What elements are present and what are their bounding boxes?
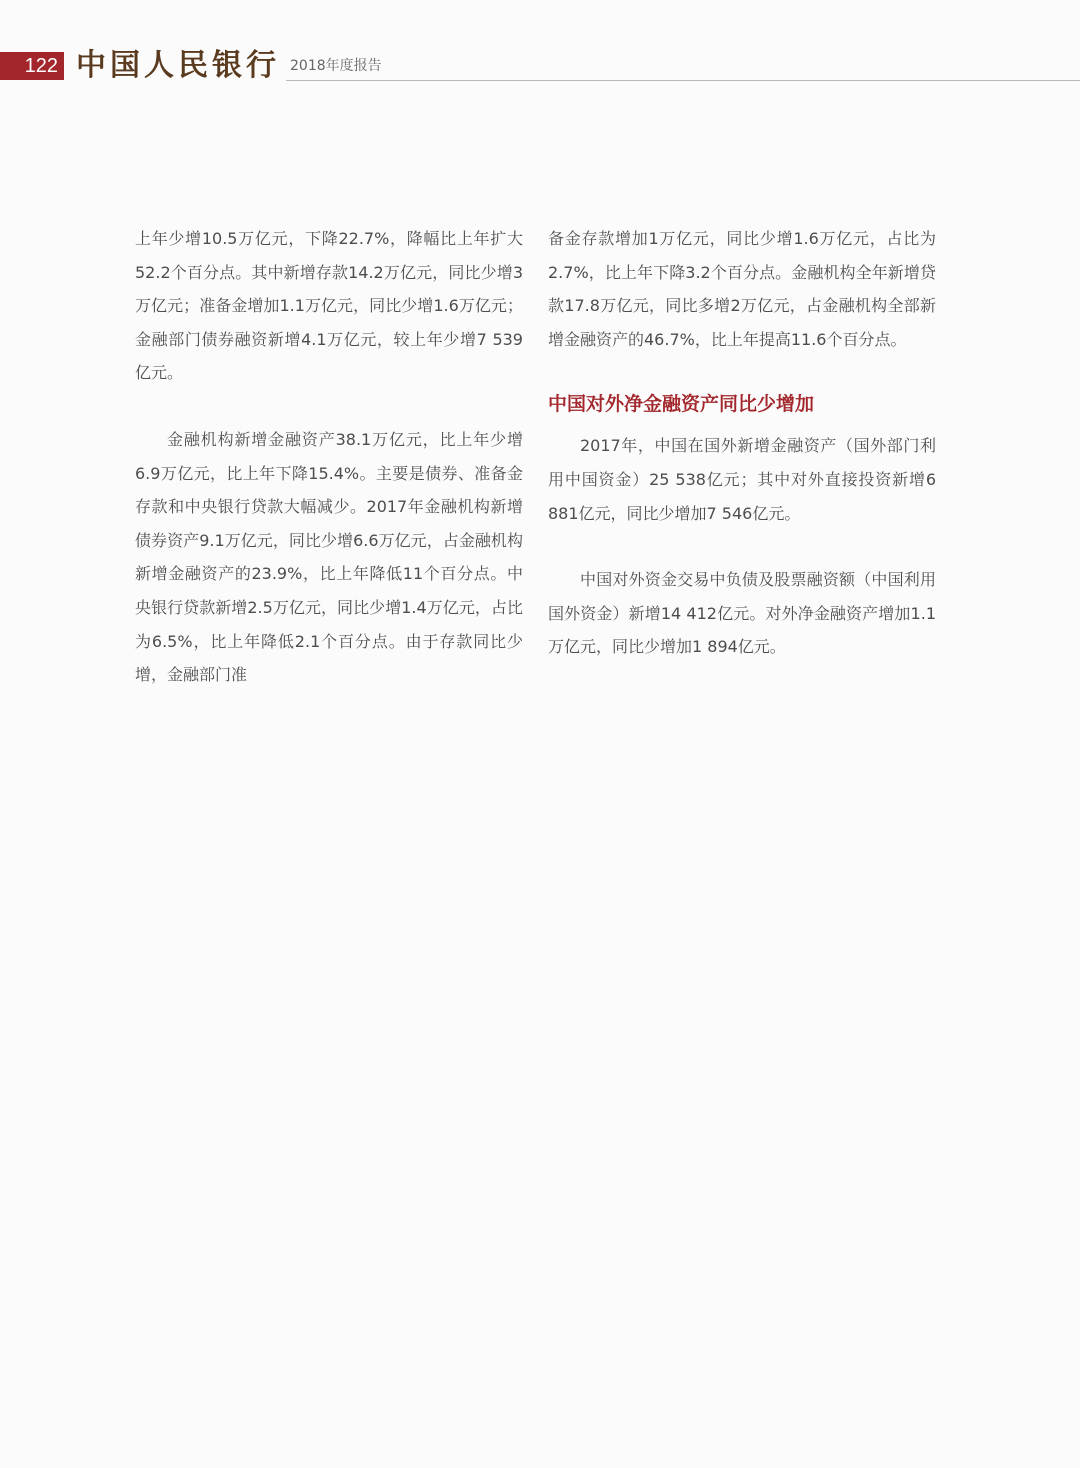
page-header — [0, 48, 1080, 84]
right-column — [548, 222, 936, 697]
left-column — [135, 222, 523, 725]
bank-logo-text: 中国人民银行 — [76, 48, 280, 83]
report-title: 2018年度报告 — [290, 58, 382, 74]
right-paragraph-2: 2017年，中国在国外新增金融资产（国外部门利用中国资金）25 538亿元；其中对外直接投资新增6 881亿元，同比少增加7 546亿元。 — [548, 436, 936, 523]
header-divider — [286, 80, 1080, 81]
left-paragraph-2: 金融机构新增金融资产38.1万亿元，比上年少增6.9万亿元，比上年下降15.4%。主要是债券、准备金存款和中央银行贷款大幅减少。2017年金融机构新增债券资产9.1万亿元，同比少增6.6万亿元，占金融机构新增金融资产的23.9%，比上年降低11个百分点。中央银行贷款新增2.5万亿元，同比少增1.4万亿元，占比为6.5%，比上年降低2.1个百分点。由于存款同比少增，金融部门准 — [135, 429, 523, 685]
right-paragraph-3: 中国对外资金交易中负债及股票融资额（中国利用国外资金）新增14 412亿元。对外净金融资产增加1.1万亿元，同比少增加1 894亿元。 — [548, 570, 936, 657]
left-paragraph-1: 上年少增10.5万亿元，下降22.7%，降幅比上年扩大52.2个百分点。其中新增存款14.2万亿元，同比少增3万亿元；准备金增加1.1万亿元，同比少增1.6万亿元；金融部门债券融资新增4.1万亿元，较上年少增7 539亿元。 — [135, 229, 523, 383]
right-paragraph-1: 备金存款增加1万亿元，同比少增1.6万亿元，占比为2.7%，比上年下降3.2个百分点。金融机构全年新增贷款17.8万亿元，同比多增2万亿元，占金融机构全部新增金融资产的46.7%，比上年提高11.6个百分点。 — [548, 229, 936, 349]
section-heading: 中国对外净金融资产同比少增加 — [548, 393, 815, 416]
page-number: 122 — [0, 52, 64, 80]
